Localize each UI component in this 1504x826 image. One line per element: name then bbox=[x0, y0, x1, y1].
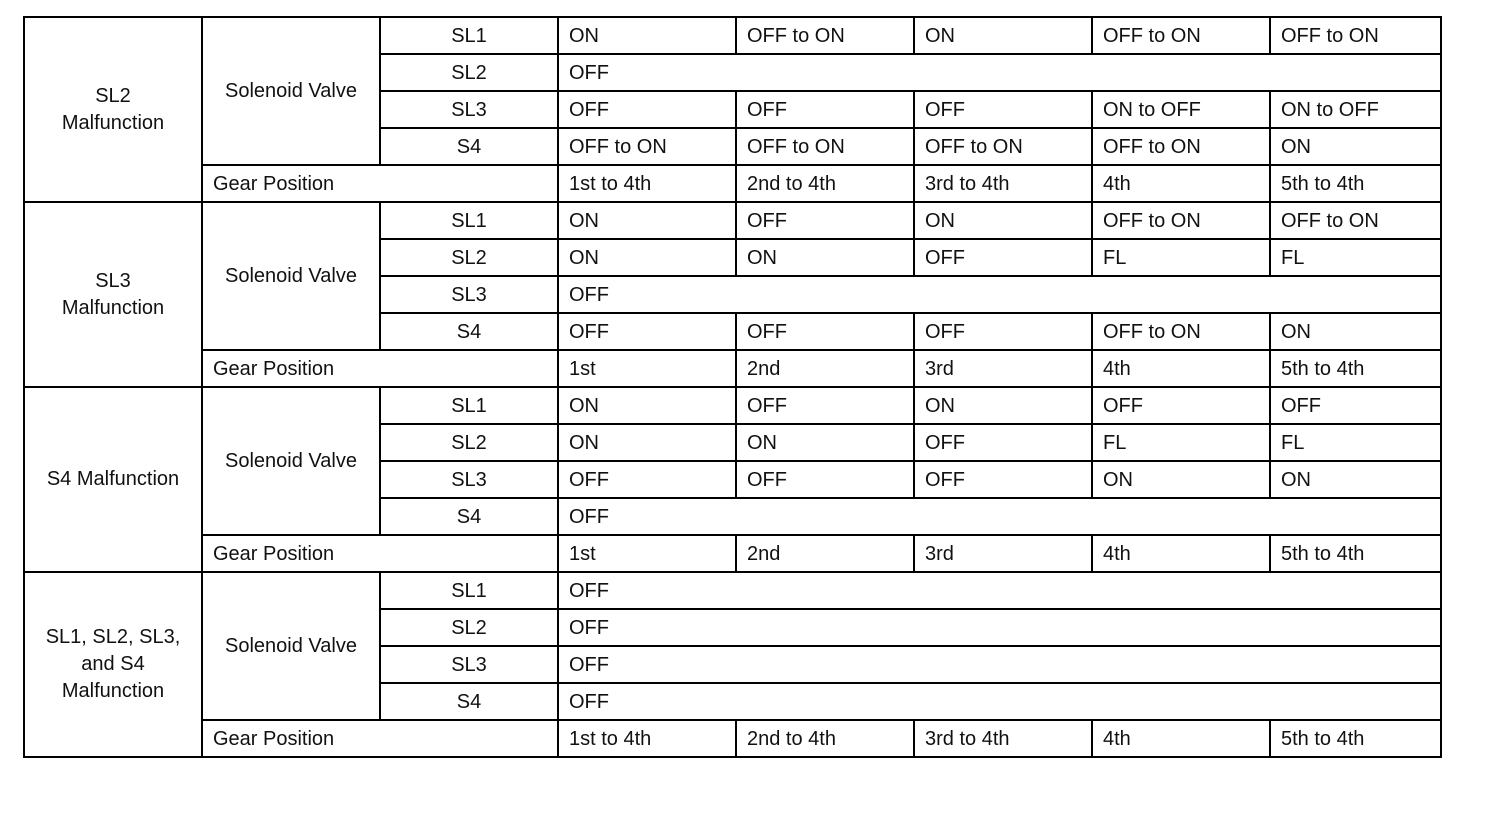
gear-cell: 5th to 4th bbox=[1270, 535, 1441, 572]
state-cell: FL bbox=[1270, 239, 1441, 276]
state-cell: OFF bbox=[558, 91, 736, 128]
state-cell: OFF bbox=[558, 313, 736, 350]
state-cell: FL bbox=[1270, 424, 1441, 461]
state-cell: OFF bbox=[736, 91, 914, 128]
solenoid-label: SL1 bbox=[380, 387, 558, 424]
component-label: Solenoid Valve bbox=[202, 387, 380, 535]
table-row bbox=[24, 350, 1441, 387]
gear-cell: 3rd to 4th bbox=[914, 165, 1092, 202]
solenoid-label: SL3 bbox=[380, 91, 558, 128]
gear-position-label: Gear Position bbox=[202, 165, 558, 202]
state-cell: OFF to ON bbox=[1092, 313, 1270, 350]
gear-position-label: Gear Position bbox=[202, 350, 558, 387]
solenoid-label: S4 bbox=[380, 313, 558, 350]
solenoid-label: S4 bbox=[380, 128, 558, 165]
table-row bbox=[24, 572, 1441, 609]
component-label: Solenoid Valve bbox=[202, 572, 380, 720]
state-cell: OFF bbox=[914, 91, 1092, 128]
table-row bbox=[24, 165, 1441, 202]
state-cell: ON bbox=[736, 424, 914, 461]
state-cell: OFF to ON bbox=[1092, 17, 1270, 54]
gear-cell: 4th bbox=[1092, 535, 1270, 572]
state-cell: OFF bbox=[558, 461, 736, 498]
malfunction-group-label: SL2 Malfunction bbox=[24, 17, 202, 202]
solenoid-label: SL3 bbox=[380, 461, 558, 498]
state-cell: OFF bbox=[914, 313, 1092, 350]
state-cell: OFF bbox=[1270, 387, 1441, 424]
gear-cell: 2nd bbox=[736, 535, 914, 572]
solenoid-malfunction-table bbox=[23, 16, 1442, 758]
state-cell: ON bbox=[914, 202, 1092, 239]
state-cell: FL bbox=[1092, 424, 1270, 461]
state-cell: OFF to ON bbox=[1270, 17, 1441, 54]
malfunction-group-label: S4 Malfunction bbox=[24, 387, 202, 572]
gear-cell: 5th to 4th bbox=[1270, 720, 1441, 757]
state-cell: OFF to ON bbox=[558, 128, 736, 165]
gear-cell: 2nd bbox=[736, 350, 914, 387]
solenoid-label: SL2 bbox=[380, 54, 558, 91]
state-cell: ON bbox=[1270, 461, 1441, 498]
solenoid-label: SL3 bbox=[380, 276, 558, 313]
malfunction-group-label: SL3 Malfunction bbox=[24, 202, 202, 387]
state-cell: OFF bbox=[736, 313, 914, 350]
solenoid-label: SL2 bbox=[380, 609, 558, 646]
state-cell: OFF bbox=[914, 424, 1092, 461]
table-row bbox=[24, 720, 1441, 757]
solenoid-label: SL1 bbox=[380, 572, 558, 609]
solenoid-label: SL1 bbox=[380, 17, 558, 54]
table-row bbox=[24, 535, 1441, 572]
state-cell: ON bbox=[558, 202, 736, 239]
state-cell: OFF bbox=[1092, 387, 1270, 424]
solenoid-label: SL3 bbox=[380, 646, 558, 683]
state-cell: OFF bbox=[736, 387, 914, 424]
state-cell: ON bbox=[914, 17, 1092, 54]
gear-cell: 5th to 4th bbox=[1270, 165, 1441, 202]
gear-cell: 3rd to 4th bbox=[914, 720, 1092, 757]
state-cell: OFF bbox=[558, 646, 1441, 683]
gear-cell: 2nd to 4th bbox=[736, 165, 914, 202]
gear-cell: 3rd bbox=[914, 350, 1092, 387]
state-cell: OFF bbox=[558, 498, 1441, 535]
table-row bbox=[24, 202, 1441, 239]
state-cell: ON bbox=[1270, 313, 1441, 350]
state-cell: ON bbox=[558, 239, 736, 276]
state-cell: ON to OFF bbox=[1092, 91, 1270, 128]
gear-position-label: Gear Position bbox=[202, 535, 558, 572]
state-cell: ON bbox=[558, 387, 736, 424]
state-cell: ON bbox=[1092, 461, 1270, 498]
state-cell: ON bbox=[558, 424, 736, 461]
state-cell: ON bbox=[1270, 128, 1441, 165]
gear-cell: 4th bbox=[1092, 165, 1270, 202]
gear-cell: 2nd to 4th bbox=[736, 720, 914, 757]
solenoid-label: S4 bbox=[380, 498, 558, 535]
gear-cell: 1st bbox=[558, 350, 736, 387]
component-label: Solenoid Valve bbox=[202, 202, 380, 350]
gear-cell: 4th bbox=[1092, 350, 1270, 387]
state-cell: OFF bbox=[914, 239, 1092, 276]
state-cell: OFF bbox=[558, 276, 1441, 313]
state-cell: OFF to ON bbox=[736, 128, 914, 165]
state-cell: OFF bbox=[736, 202, 914, 239]
gear-position-label: Gear Position bbox=[202, 720, 558, 757]
state-cell: ON to OFF bbox=[1270, 91, 1441, 128]
state-cell: ON bbox=[914, 387, 1092, 424]
state-cell: OFF bbox=[558, 54, 1441, 91]
solenoid-label: SL2 bbox=[380, 424, 558, 461]
state-cell: OFF to ON bbox=[1270, 202, 1441, 239]
state-cell: OFF to ON bbox=[914, 128, 1092, 165]
state-cell: FL bbox=[1092, 239, 1270, 276]
state-cell: ON bbox=[736, 239, 914, 276]
solenoid-label: SL2 bbox=[380, 239, 558, 276]
state-cell: OFF to ON bbox=[1092, 128, 1270, 165]
gear-cell: 1st bbox=[558, 535, 736, 572]
state-cell: ON bbox=[558, 17, 736, 54]
gear-cell: 1st to 4th bbox=[558, 165, 736, 202]
state-cell: OFF bbox=[914, 461, 1092, 498]
state-cell: OFF bbox=[558, 572, 1441, 609]
gear-cell: 5th to 4th bbox=[1270, 350, 1441, 387]
component-label: Solenoid Valve bbox=[202, 17, 380, 165]
state-cell: OFF to ON bbox=[1092, 202, 1270, 239]
table-row bbox=[24, 17, 1441, 54]
state-cell: OFF bbox=[558, 683, 1441, 720]
gear-cell: 3rd bbox=[914, 535, 1092, 572]
solenoid-label: SL1 bbox=[380, 202, 558, 239]
gear-cell: 1st to 4th bbox=[558, 720, 736, 757]
gear-cell: 4th bbox=[1092, 720, 1270, 757]
malfunction-group-label: SL1, SL2, SL3, and S4 Malfunction bbox=[24, 572, 202, 757]
state-cell: OFF bbox=[736, 461, 914, 498]
state-cell: OFF bbox=[558, 609, 1441, 646]
table-row bbox=[24, 387, 1441, 424]
state-cell: OFF to ON bbox=[736, 17, 914, 54]
solenoid-label: S4 bbox=[380, 683, 558, 720]
